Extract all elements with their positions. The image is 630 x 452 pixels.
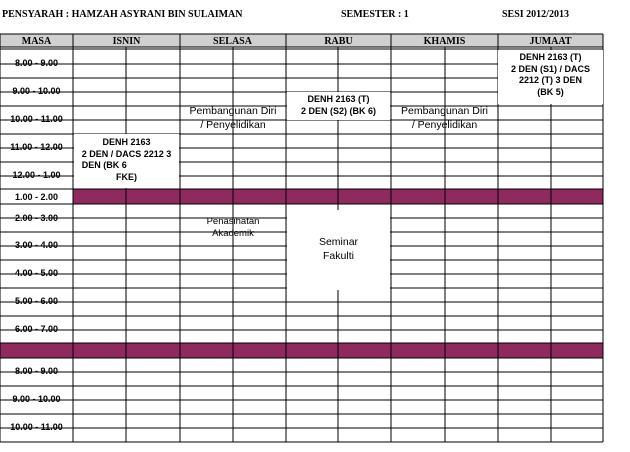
time-slot-label: 2.00 - 3.00 (14, 213, 59, 223)
block-rabu-seminar-fakulti: Seminar Fakulti (287, 210, 390, 290)
time-slot-label: 1.00 - 2.00 (14, 192, 59, 202)
block-isnin-denh-2163: DENH 2163 2 DEN / DACS 2212 3 DEN (BK 6 FKE) (74, 134, 179, 188)
time-slot-label: 4.00 - 5.00 (14, 268, 59, 278)
lecturer-name: PENSYARAH : HAMZAH ASYRANI BIN SULAIMAN (2, 9, 243, 20)
column-header-khamis: KHAMIS (423, 36, 466, 47)
time-slot-label: 6.00 - 7.00 (14, 324, 59, 334)
column-header-selasa: SELASA (213, 36, 252, 47)
time-slot-label: 10.00 - 11.00 (10, 114, 63, 124)
column-header-band (0, 34, 603, 47)
block-rabu-denh-2163: DENH 2163 (T) 2 DEN (S2) (BK 6) (287, 92, 390, 120)
time-slot-label: 12.00 - 1.00 (12, 170, 61, 180)
column-header-rabu: RABU (324, 36, 353, 47)
session-label: SESI 2012/2013 (502, 9, 569, 20)
column-header-masa: MASA (21, 36, 52, 47)
time-slot-label: 3.00 - 4.00 (14, 240, 59, 250)
time-slot-label: 8.00 - 9.00 (14, 58, 59, 68)
evening-break-band (0, 343, 603, 358)
semester-label: SEMESTER : 1 (341, 9, 409, 20)
time-slot-label: 5.00 - 6.00 (14, 296, 59, 306)
time-slot-label: 11.00 - 12.00 (10, 142, 63, 152)
time-slot-label: 10.00 - 11.00 (10, 422, 63, 432)
block-jumaat-denh-2163: DENH 2163 (T) 2 DEN (S1) / DACS 2212 (T) 3 DEN (BK 5) (498, 50, 603, 104)
time-slot-label: 9.00 - 10.00 (12, 86, 61, 96)
block-khamis-pembangunan-diri: Pembangunan Diri / Penyelidikan (401, 104, 488, 131)
column-header-isnin: ISNIN (112, 36, 141, 47)
block-selasa-penasihatan-akademik: Penasihatan Akademik (206, 216, 260, 240)
column-header-jumaat: JUMAAT (529, 36, 572, 47)
time-slot-label: 9.00 - 10.00 (12, 394, 61, 404)
time-slot-label: 8.00 - 9.00 (14, 366, 59, 376)
block-selasa-pembangunan-diri: Pembangunan Diri / Penyelidikan (189, 104, 277, 131)
